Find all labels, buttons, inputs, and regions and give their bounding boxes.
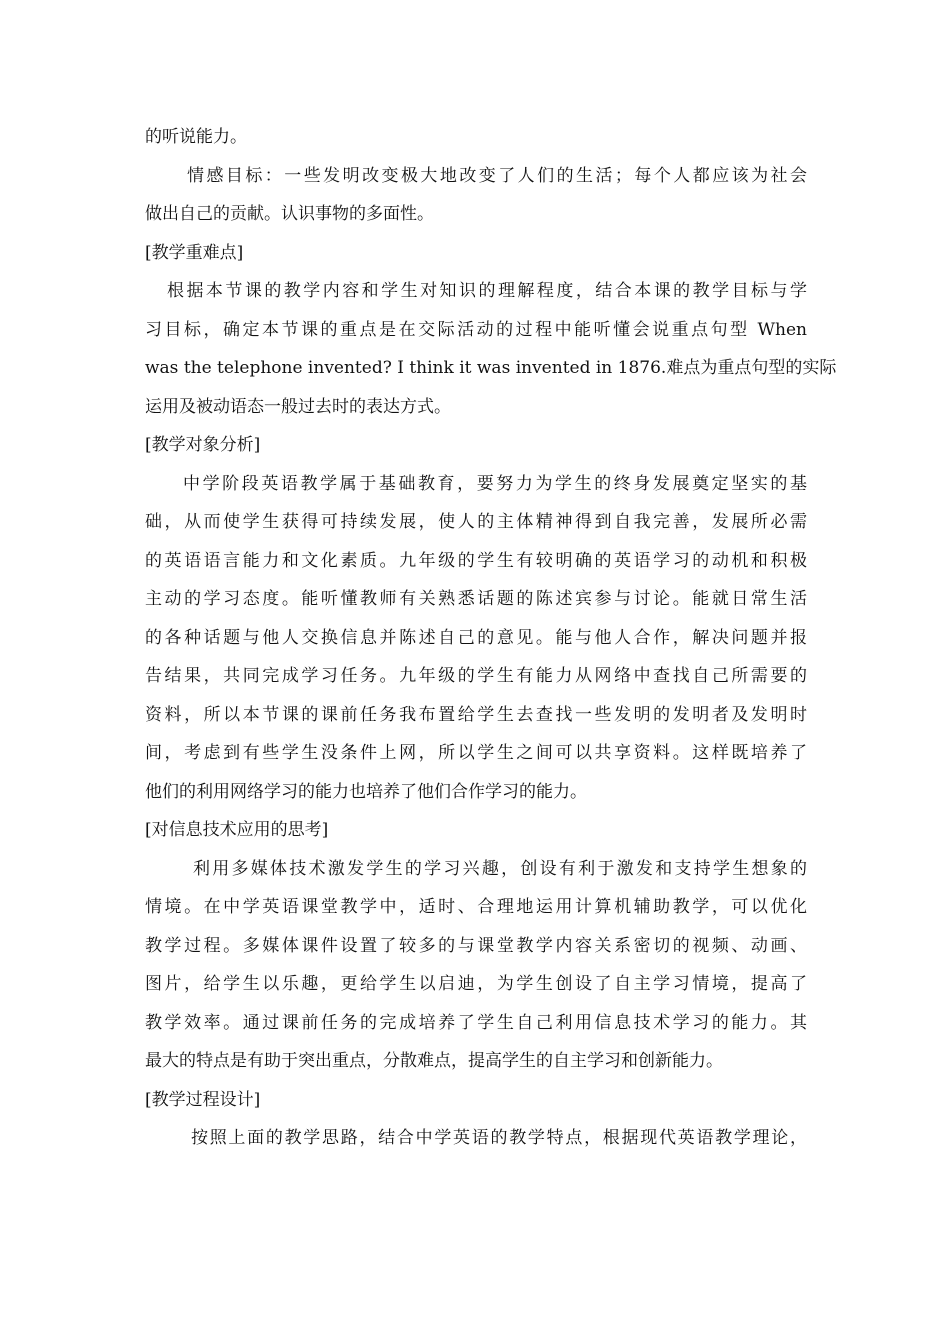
text-line: 他们的利用网络学习的能力也培养了他们合作学习的能力。 — [145, 781, 587, 802]
text-line: 的英语语言能力和文化素质。九年级的学生有较明确的英语学习的动机和积极 — [145, 550, 807, 571]
section-heading: [教学对象分析] — [145, 435, 261, 455]
text-line: 础，从而使学生获得可持续发展，使人的主体精神得到自我完善，发展所必需 — [145, 512, 807, 532]
text-line: 按照上面的教学思路，结合中学英语的教学特点，根据现代英语教学理论， — [191, 1128, 807, 1148]
text-line: 的听说能力。 — [145, 127, 247, 147]
text-line: 习目标，确定本节课的重点是在交际活动的过程中能听懂会说重点句型 When — [145, 319, 807, 340]
section-heading: [教学过程设计] — [145, 1089, 261, 1110]
text-line: 的各种话题与他人交换信息并陈述自己的意见。能与他人合作，解决问题并报 — [145, 627, 807, 648]
text-line: 间，考虑到有些学生没条件上网，所以学生之间可以共享资料。这样既培养了 — [145, 743, 807, 763]
text-line: 运用及被动语态一般过去时的表达方式。 — [145, 396, 451, 417]
text-line: 情境。在中学英语课堂教学中，适时、合理地运用计算机辅助教学，可以优化 — [145, 897, 807, 917]
section-heading: [教学重难点] — [145, 242, 244, 263]
text-line: 告结果，共同完成学习任务。九年级的学生有能力从网络中查找自己所需要的 — [145, 666, 807, 686]
text-line: 中学阶段英语教学属于基础教育，要努力为学生的终身发展奠定坚实的基 — [183, 473, 807, 494]
section-heading: [对信息技术应用的思考] — [145, 820, 329, 840]
text-line: was the telephone invented? I think it was invented in 1876.难点为重点句型的实际 — [145, 358, 837, 378]
text-line: 情感目标：一些发明改变极大地改变了人们的生活；每个人都应该为社会 — [187, 165, 807, 186]
text-line: 做出自己的贡献。认识事物的多面性。 — [145, 204, 434, 224]
text-line: 利用多媒体技术激发学生的学习兴趣，创设有利于激发和支持学生想象的 — [193, 858, 807, 879]
text-line: 教学效率。通过课前任务的完成培养了学生自己利用信息技术学习的能力。其 — [145, 1012, 807, 1033]
text-line: 图片，给学生以乐趣，更给学生以启迪，为学生创设了自主学习情境，提高了 — [145, 974, 807, 994]
text-line: 最大的特点是有助于突出重点，分散难点，提高学生的自主学习和创新能力。 — [145, 1051, 723, 1071]
text-line: 根据本节课的教学内容和学生对知识的理解程度，结合本课的教学目标与学 — [167, 281, 807, 301]
text-line: 资料，所以本节课的课前任务我布置给学生去查找一些发明的发明者及发明时 — [145, 704, 807, 725]
document-page — [145, 118, 837, 1158]
text-line: 教学过程。多媒体课件设置了较多的与课堂教学内容关系密切的视频、动画、 — [145, 935, 807, 956]
text-line: 主动的学习态度。能听懂教师有关熟悉话题的陈述宾参与讨论。能就日常生活 — [145, 589, 807, 609]
